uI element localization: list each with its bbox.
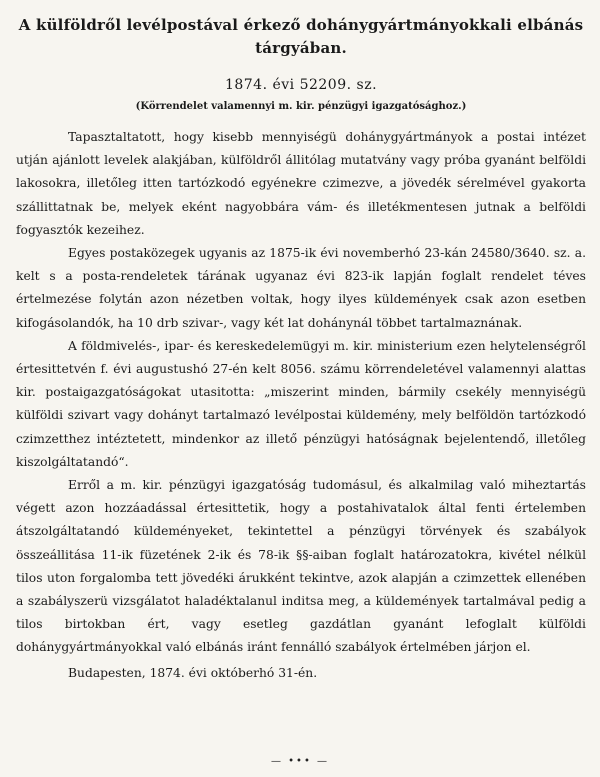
paragraph: Egyes postaközegek ugyanis az 1875-ik évi novemberhó 23-kán 24580/3640. sz. a. kelt s a posta-rendeletek tárának ugyanaz évi 823-ik lapján foglalt rendelet téves értelmezése folytán azon nézetben voltak, hogy ilyes küldemények csak azon esetben kifogásolandók, ha 10 drb szivar-, vagy két lat dohánynál többet tartalmaznának. [16, 246, 586, 330]
document-body [16, 126, 586, 685]
paragraph: Erről a m. kir. pénzügyi igazgatóság tudomásul, és alkalmilag való miheztartás végett azon hozzáadással értesittetik, hogy a postahivatalok által fenti értelemben átszolgáltatandó küldeményeket, tekintettel a pénzügyi törvények és szabályok összeállitása 11-ik füzetének 2-ik és 78-ik §§-aiban foglalt határozatokra, kivétel nélkül tilos uton forgalomba tett jövedéki árukként tekintve, azok alapján a czimzettek ellenében a szabályszerü vizsgálatot haladéktalanul inditsa meg, a küldemények tartalmával pedig a tilos birtokban ért, vagy esetleg gazdátlan gyanánt lefoglalt külföldi dohánygyártmányokkal való elbánás iránt fennálló szabályok értelmében járjon el. [16, 478, 586, 655]
addressee-note: (Körrendelet valamennyi m. kir. pénzügyi igazgatósághoz.) [135, 101, 467, 112]
decree-number: 1874. évi 52209. sz. [224, 77, 378, 93]
date-line: Budapesten, 1874. évi októberhó 31-én. [68, 665, 318, 680]
ornament-divider: — ••• — [270, 756, 330, 767]
document-title: A külföldről levélpostával érkező dohánygyártmányokkali elbánás tárgyában. [18, 16, 584, 57]
paragraph: Tapasztaltatott, hogy kisebb mennyiségü dohánygyártmányok a postai intézet utján ajánlott levelek alakjában, külföldről állitólag mutatvány vagy próba gyanánt belföldi lakosokra, illetőleg itten tartózkodó egyénekre czimezve, a jövedék sérelmével gyakorta szállittatnak be, melyek eként nagyobbára vám- és illetékmentesen jutnak a belföldi fogyasztók kezeihez. [16, 130, 586, 237]
paragraph: A földmivelés-, ipar- és kereskedelemügyi m. kir. ministerium ezen helytelenségről értesittetvén f. évi augustushó 27-én kelt 8056. számu körrendeletével valamennyi alattas kir. postaigazgatóságokat utasitotta: „miszerint minden, bármily csekély mennyiségü külföldi szivart vagy dohányt tartalmazó levélpostai küldemény, mely belföldön tartózkodó czimzetthez intéztetett, mindenkor az illető pénzügyi hatóságnak bejelentendő, illetőleg kiszolgáltatandó“. [16, 338, 586, 469]
